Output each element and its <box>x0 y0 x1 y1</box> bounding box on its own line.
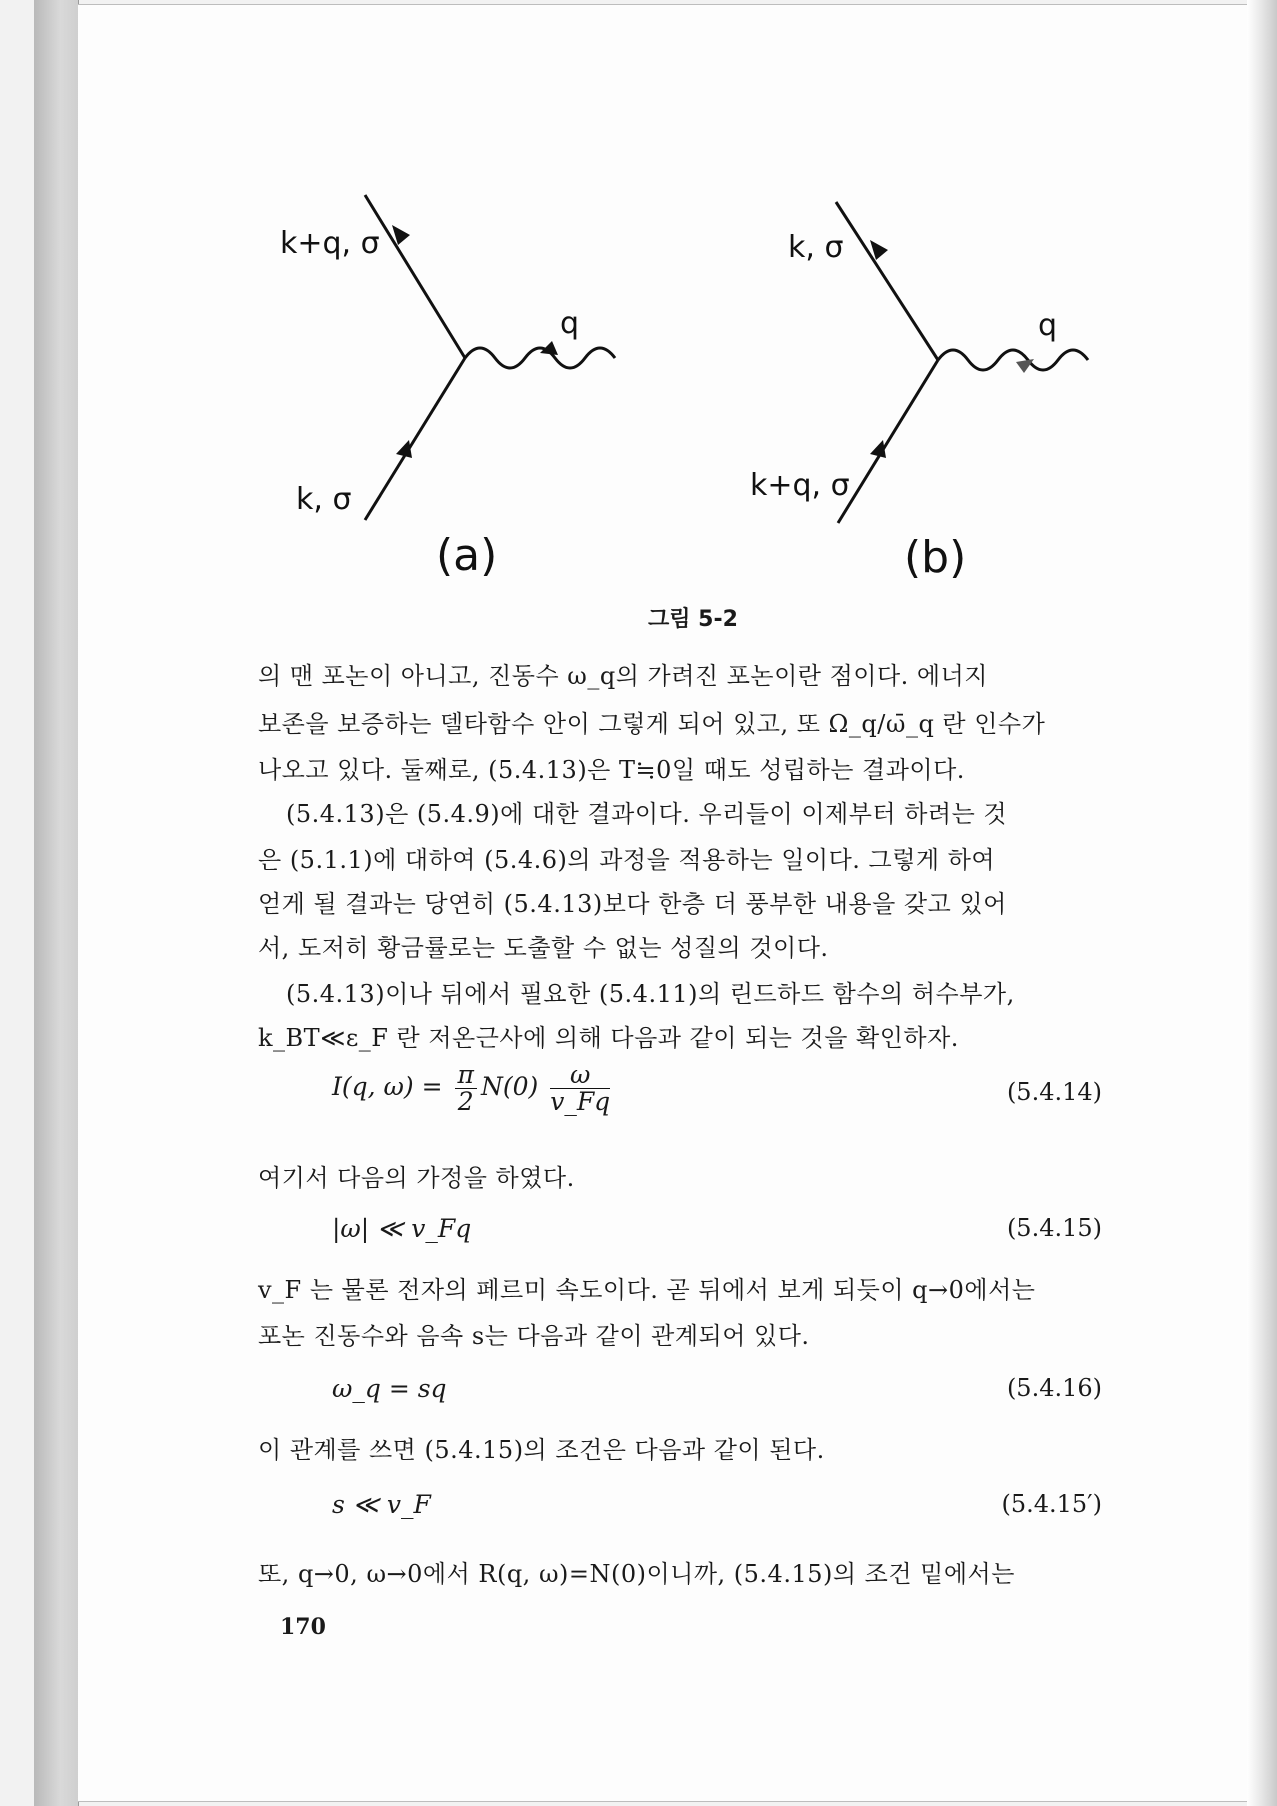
body-line-5: 은 (5.1.1)에 대하여 (5.4.6)의 과정을 적용하는 일이다. 그렇게 하여 <box>258 846 996 874</box>
eq14-omega-over-vfq <box>550 1062 610 1115</box>
figure-caption: 그림 5-2 <box>648 607 738 632</box>
body-line-after-14: 여기서 다음의 가정을 하였다. <box>258 1164 575 1192</box>
page-number: 170 <box>280 1614 326 1640</box>
body-line-8: (5.4.13)이나 뒤에서 필요한 (5.4.11)의 린드하드 함수의 허수부가, <box>286 980 1015 1008</box>
equation-number-5-4-15: (5.4.15) <box>1006 1214 1102 1242</box>
body-line-6: 얻게 될 결과는 당연히 (5.4.13)보다 한층 더 풍부한 내용을 갖고 있어 <box>258 890 1007 918</box>
body-last-line: 또, q→0, ω→0에서 R(q, ω)=N(0)이니까, (5.4.15)의 조건 밑에서는 <box>258 1560 1015 1588</box>
diagram-b-outgoing-label: k, σ <box>788 230 844 265</box>
eq14-pi-over-2 <box>455 1062 477 1115</box>
equation-number-5-4-14: (5.4.14) <box>1006 1078 1102 1106</box>
diagram-b-incoming-label: k+q, σ <box>750 468 850 503</box>
body-line-9: k_BT≪ε_F 란 저온근사에 의해 다음과 같이 되는 것을 확인하자. <box>258 1024 959 1052</box>
body-line-after-15-1: v_F 는 물론 전자의 페르미 속도이다. 곧 뒤에서 보게 되듯이 q→0에서는 <box>258 1276 1036 1304</box>
body-line-after-16: 이 관계를 쓰면 (5.4.15)의 조건은 다음과 같이 된다. <box>258 1436 825 1464</box>
arrow-icon <box>870 440 886 458</box>
equation-5-4-16: ω_q = sq <box>332 1374 447 1403</box>
diagram-a-incoming-label: k, σ <box>296 482 352 517</box>
eq14-two: 2 <box>457 1087 474 1116</box>
body-line-7: 서, 도저히 황금률로는 도출할 수 없는 성질의 것이다. <box>258 934 829 962</box>
equation-5-4-15-prime: s ≪ v_F <box>332 1490 431 1519</box>
eq14-lhs: I(q, ω) = <box>332 1072 443 1101</box>
panel-label-b: (b) <box>904 532 967 583</box>
page-edge <box>1247 0 1277 1806</box>
panel-label-a: (a) <box>436 530 498 581</box>
diagram-a-outgoing-label: k+q, σ <box>280 226 380 261</box>
body-line-1: 의 맨 포논이 아니고, 진동수 ω_q의 가려진 포논이란 점이다. 에너지 <box>258 662 988 690</box>
eq14-omega: ω <box>550 1062 610 1089</box>
equation-5-4-15: |ω| ≪ v_Fq <box>332 1214 472 1243</box>
body-line-3: 나오고 있다. 둘째로, (5.4.13)은 T≒0일 때도 성립하는 결과이다. <box>258 756 965 784</box>
diagram-b-phonon-label: q <box>1038 308 1058 343</box>
body-line-2: 보존을 보증하는 델타함수 안이 그렇게 되어 있고, 또 Ω_q/ω̄_q 란 인수가 <box>258 710 1046 738</box>
arrow-icon <box>396 440 412 458</box>
eq14-vfq: v_Fq <box>550 1087 611 1116</box>
equation-5-4-14 <box>332 1062 614 1115</box>
body-line-4: (5.4.13)은 (5.4.9)에 대한 결과이다. 우리들이 이제부터 하려는 것 <box>286 800 1008 828</box>
equation-number-5-4-16: (5.4.16) <box>1006 1374 1102 1402</box>
eq14-n0: N(0) <box>480 1072 539 1101</box>
equation-number-5-4-15-prime: (5.4.15′) <box>1001 1490 1102 1518</box>
book-spine <box>34 0 79 1806</box>
body-line-after-15-2: 포논 진동수와 음속 s는 다음과 같이 관계되어 있다. <box>258 1322 810 1350</box>
eq14-pi: π <box>455 1062 477 1089</box>
diagram-a-phonon-label: q <box>560 306 580 341</box>
